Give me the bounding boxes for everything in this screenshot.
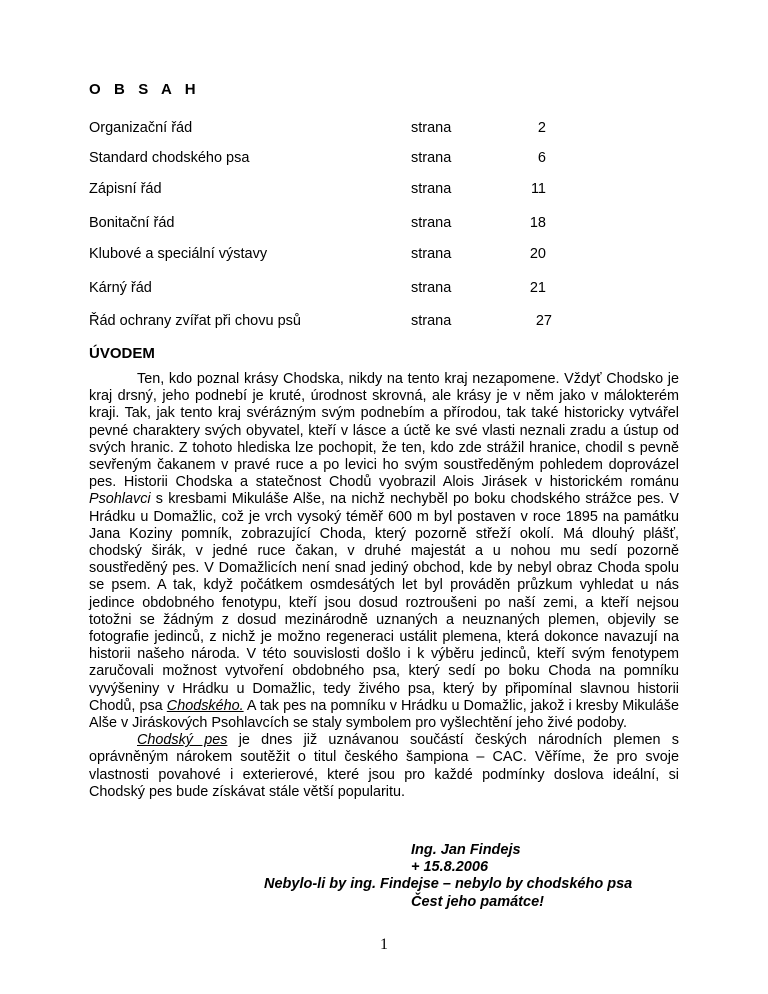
toc-entry-page: 20 bbox=[529, 246, 546, 262]
intro-body bbox=[89, 371, 679, 801]
toc-entry bbox=[89, 120, 569, 140]
toc-entry-label: strana bbox=[411, 181, 452, 197]
toc-entry-title: Kárný řád bbox=[89, 280, 152, 296]
toc-entry-label: strana bbox=[411, 313, 452, 329]
toc-entry bbox=[89, 280, 569, 300]
toc-entry bbox=[89, 150, 569, 170]
signature-date: + 15.8.2006 bbox=[411, 859, 489, 876]
intro-text: A tak pes na pomníku v Hrádku u Domažlic, jakož i kresby Mikuláše Alše v Jiráskových Psohlavcích se staly symbolem pro vyšlechtění jeho živé podoby. bbox=[89, 697, 680, 732]
toc-entry-title: Zápisní řád bbox=[89, 181, 162, 197]
toc-entry-page: 6 bbox=[537, 150, 546, 166]
toc-entry-title: Řád ochrany zvířat při chovu psů bbox=[89, 313, 301, 329]
intro-text: s kresbami Mikuláše Alše, na nichž nechyběl po boku chodského strážce pes. V Hrádku u Domažlic, což je vrch vysoký téměř 600 m byl postaven v roce 1895 na památku Jana Koziny pomník, zobrazující Choda, který pozorně střeží okolí. Má dlouhý plášť, chodský širák, v jedné ruce čakan, v druhé majestát a u nohou mu sedí pozorně soustředěný pes. V Domažlicích není snad jediný obchod, kde by nebyl obraz Choda spolu se psem. A tak, když počátkem osmdesátých let byl prováděn průzkum vyhledat u nás jedince obdobného fenotypu, kteří jsou dosud roztroušeni po naší zemi, a kteří nejsou totožni se žádným z dosud mezinárodně uznaných a neuznaných plemen, objevily se fotografie jedinců, z nichž je možno regeneraci ustálit plemena, která dokonce navazují na historii našeho národa. V této souvislosti došlo i k výběru jedinců, kteří svým fenotypem zaručovali možnost vytvoření obdobného psa, který sedí po boku Choda na pomníku vyvýšeniny v Hrádku u Domažlic, tedy živého psa, který by připomínal slavnou historii Chodů, psa bbox=[89, 491, 679, 714]
toc-entry bbox=[89, 181, 569, 201]
novel-title: Psohlavci bbox=[89, 491, 151, 508]
toc-entry-title: Organizační řád bbox=[89, 120, 193, 136]
toc-entry-page: 11 bbox=[530, 181, 546, 197]
signature-motto: Nebylo-li by ing. Findejse – nebylo by chodského psa bbox=[264, 876, 633, 893]
toc-entry-label: strana bbox=[411, 246, 452, 262]
contents-heading: O B S A H bbox=[89, 81, 201, 98]
page-number: 1 bbox=[380, 936, 388, 953]
toc-entry bbox=[89, 246, 569, 266]
intro-heading: ÚVODEM bbox=[89, 345, 155, 362]
signature-name: Ing. Jan Findejs bbox=[411, 842, 521, 858]
breed-name: Chodský pes bbox=[137, 732, 228, 749]
toc-entry-page: 21 bbox=[529, 280, 546, 296]
toc-entry-label: strana bbox=[411, 280, 452, 296]
toc-entry bbox=[89, 313, 569, 333]
toc-entry-title: Klubové a speciální výstavy bbox=[89, 246, 268, 262]
intro-text: je dnes již uznávanou součástí českých národních plemen s oprávněným nárokem soutěžit o titul českého šampiona – CAC. Věříme, že pro svoje vlastnosti povahové i exterierové, které jsou pro každé podmínky doslova ideální, si Chodský pes bude získávat stále větší popularitu. bbox=[89, 732, 679, 800]
signature-honor: Čest jeho památce! bbox=[411, 893, 544, 910]
toc-entry-label: strana bbox=[411, 150, 452, 166]
intro-paragraph bbox=[89, 732, 679, 801]
toc-entry-title: Standard chodského psa bbox=[89, 150, 250, 166]
toc-entry-page: 18 bbox=[529, 215, 546, 231]
toc-entry-page: 27 bbox=[535, 313, 552, 329]
intro-paragraph bbox=[89, 371, 679, 732]
toc-entry-title: Bonitační řád bbox=[89, 215, 175, 231]
intro-text: Ten, kdo poznal krásy Chodska, nikdy na tento kraj nezapomene. Vždyť Chodsko je kraj drsný, jeho podnebí je kruté, úrodnost skrovná, ale krásy je v něm jako v málokterém kraji. Tak, jak tento kraj svérázným svým podnebím a přírodou, tak také historicky vytvářel pevné charaktery svých obyvatel, kteří v lásce a úctě ke své vlasti neznali zradu a ústup od svých hranic. Z tohoto hlediska lze pochopit, že ten, kdo zde strážil hranice, chodil s pevně sevřeným čakanem v pravé ruce a po levici ho svým soustředěným pohledem doprovázel pes. Historii Chodska a statečnost Chodů vyobrazil Alois Jirásek v historickém románu bbox=[89, 371, 679, 491]
signature-block bbox=[89, 842, 679, 911]
toc-entry-label: strana bbox=[411, 120, 452, 136]
breed-name: Chodského. bbox=[166, 697, 244, 714]
toc-entry bbox=[89, 215, 569, 235]
toc-entry-label: strana bbox=[411, 215, 452, 231]
toc-entry-page: 2 bbox=[537, 120, 546, 136]
